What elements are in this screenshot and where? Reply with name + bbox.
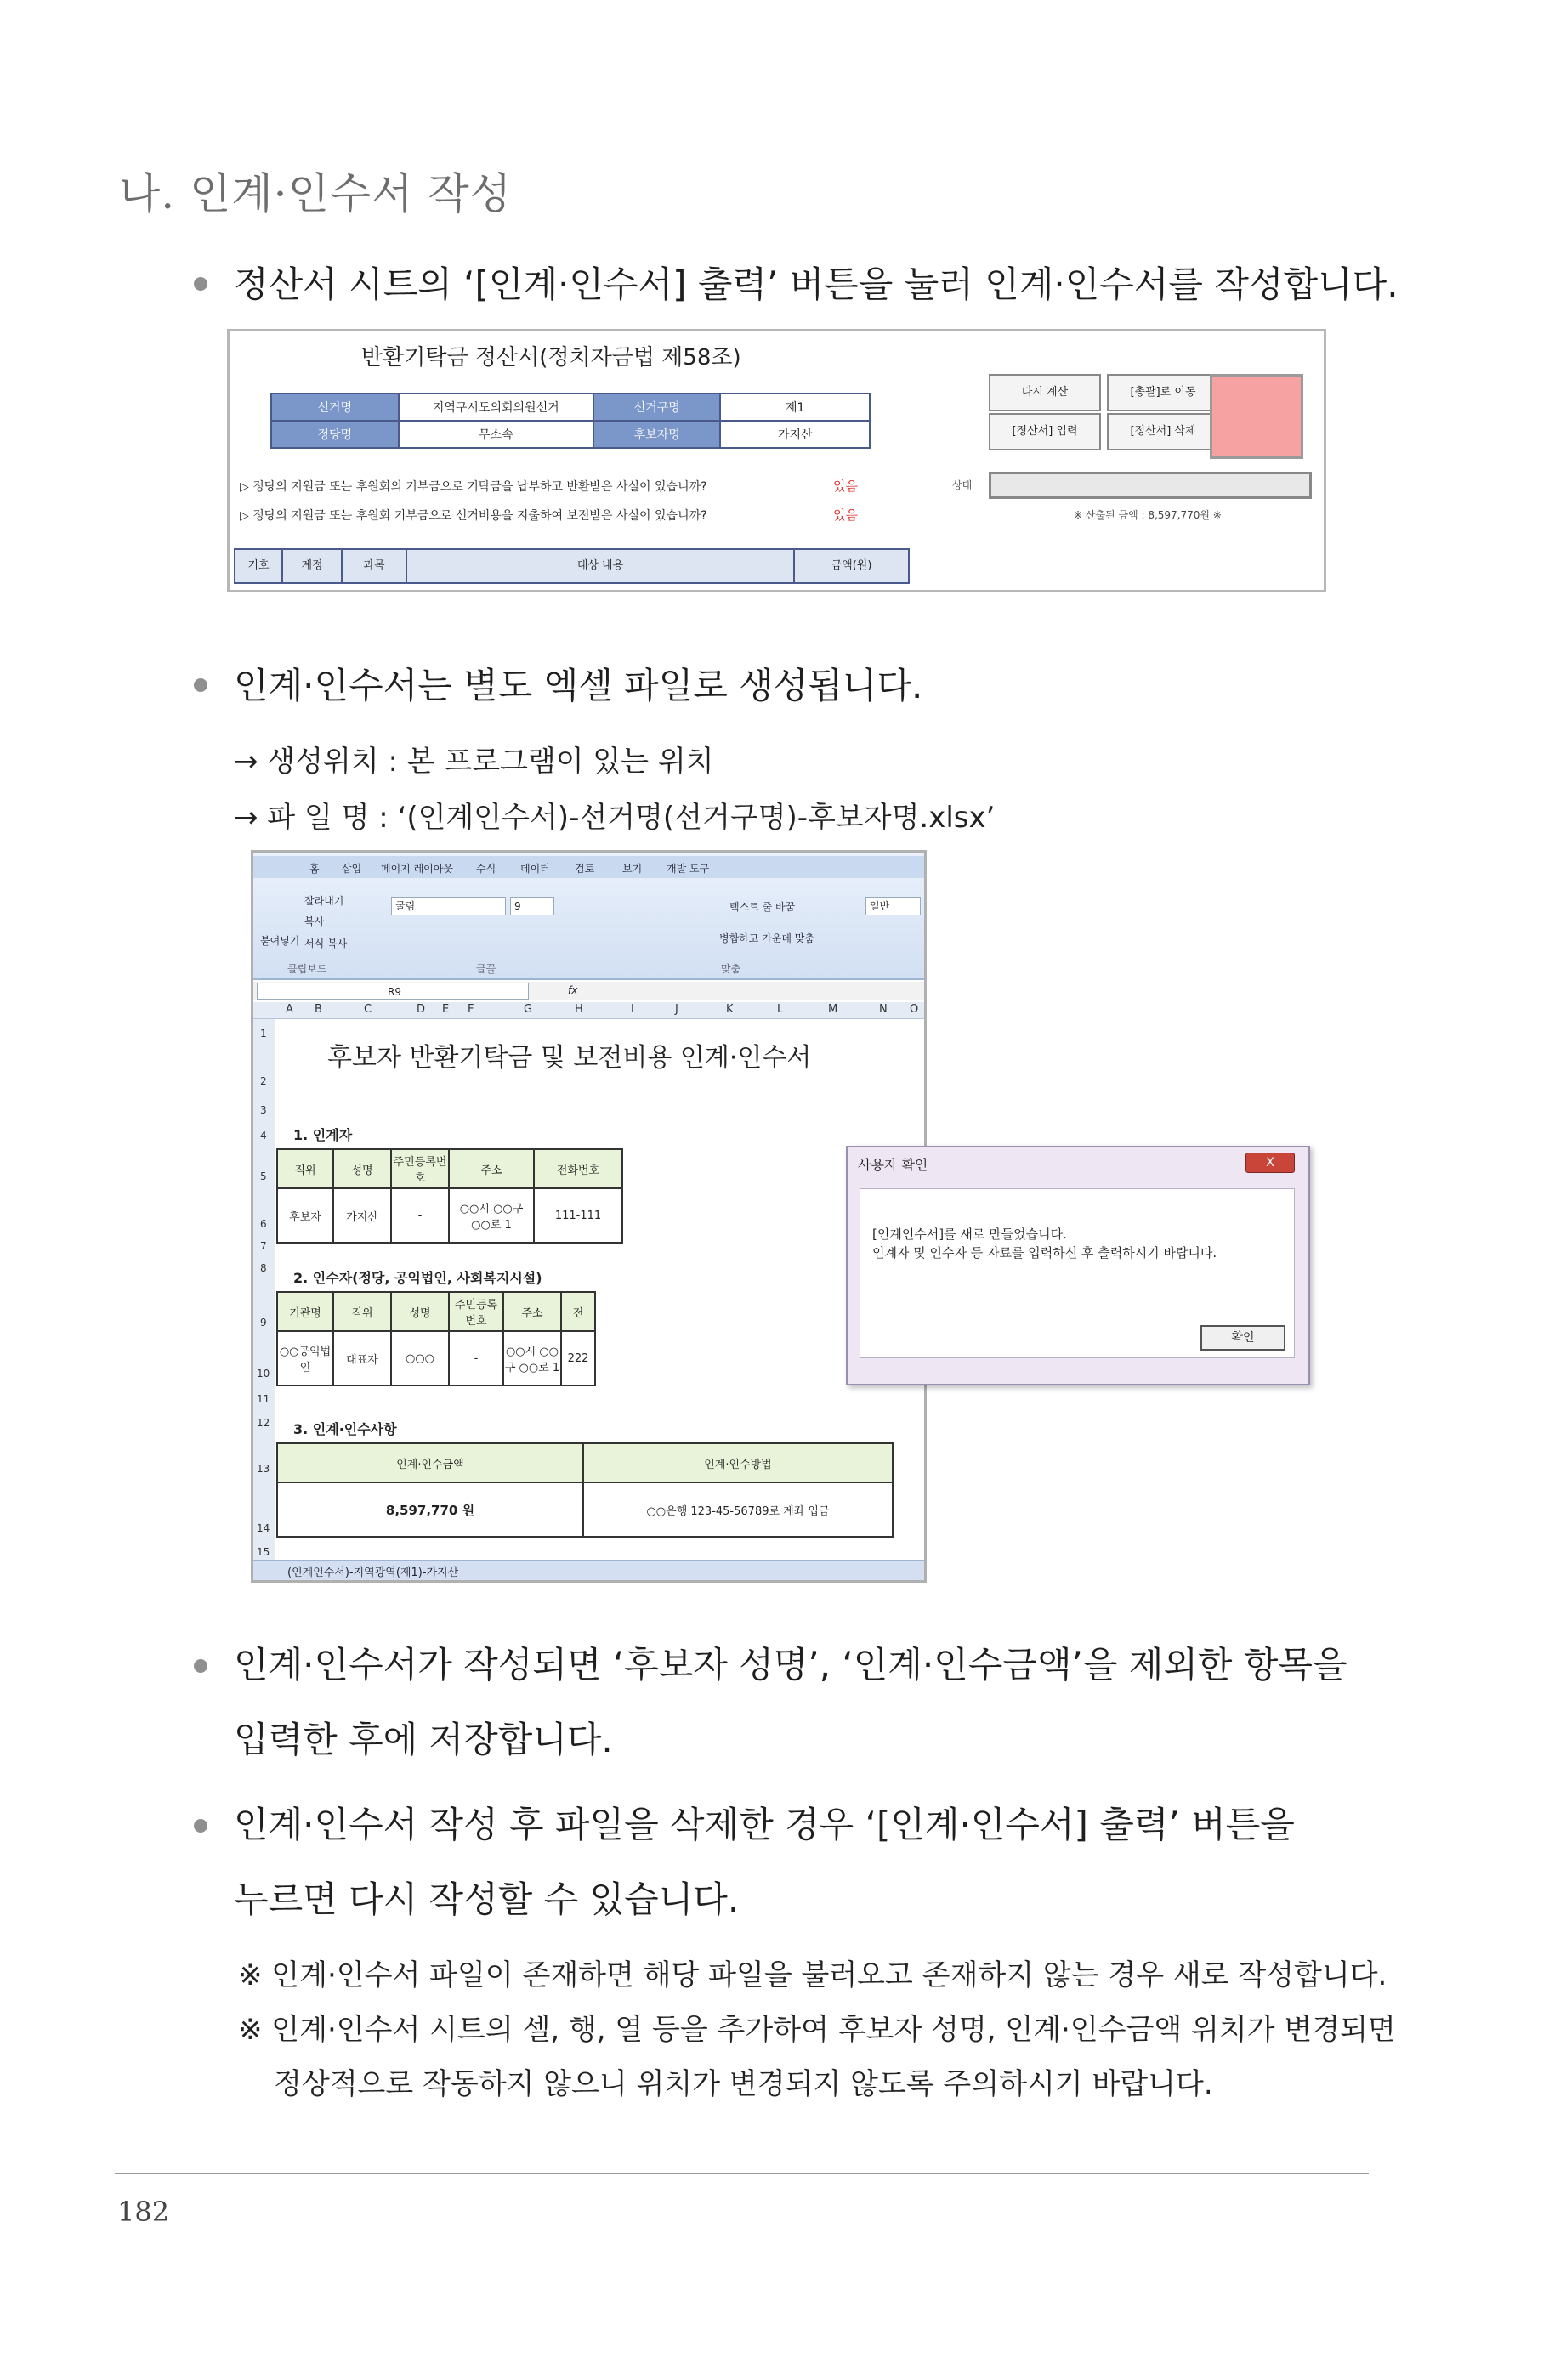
format-painter-button[interactable]: 서식 복사 xyxy=(304,938,348,949)
cell: 전화번호 xyxy=(534,1149,622,1188)
section-title: 나. 인계·인수서 작성 xyxy=(119,169,512,218)
receiver-table xyxy=(276,1291,596,1386)
go-summary-button[interactable]: [총괄]로 이동 xyxy=(1107,374,1219,411)
cell: 주소 xyxy=(503,1292,561,1331)
cell: 지역구시도의회의원선거 xyxy=(399,394,593,421)
bullet-text-cont: 누르면 다시 작성할 수 있습니다. xyxy=(234,1878,740,1920)
bullet-dot xyxy=(194,1819,207,1833)
row-headers xyxy=(253,1019,275,1560)
election-info-table xyxy=(270,393,871,449)
footer-divider xyxy=(115,2173,1369,2174)
column-header[interactable]: O xyxy=(910,1003,919,1016)
bullet-dot xyxy=(194,678,207,692)
handover-method-cell[interactable]: ○○은행 123-45-56789로 계좌 입금 xyxy=(583,1482,893,1537)
column-header[interactable]: I xyxy=(631,1003,634,1016)
tab-insert[interactable]: 삽입 xyxy=(342,863,362,875)
cell: 직위 xyxy=(333,1292,391,1331)
header-cell: 대상 내용 xyxy=(407,550,795,582)
column-header[interactable]: C xyxy=(364,1003,372,1016)
cell[interactable]: 대표자 xyxy=(333,1331,391,1386)
column-header[interactable]: G xyxy=(524,1003,533,1016)
group-alignment: 맞춤 xyxy=(721,963,741,975)
settlement-title: 반환기탁금 정산서(정치자금법 제58조) xyxy=(361,345,741,371)
handover-items-table xyxy=(276,1442,894,1538)
row-header[interactable]: 7 xyxy=(260,1240,267,1252)
cell[interactable]: 가지산 xyxy=(333,1188,391,1243)
cell: 기관명 xyxy=(277,1292,333,1331)
section-handover-items: 3. 인계·인수사항 xyxy=(293,1421,397,1437)
row-header[interactable]: 5 xyxy=(260,1170,267,1182)
cell: 가지산 xyxy=(720,421,870,448)
cell: 성명 xyxy=(333,1149,391,1188)
amount-note: ※ 산출된 금액 : 8,597,770원 ※ xyxy=(1074,509,1222,521)
settlement-sheet-figure xyxy=(227,329,1326,592)
excel-window-figure xyxy=(251,850,927,1583)
row-header[interactable]: 13 xyxy=(257,1463,270,1475)
cell[interactable]: ○○시 ○○구 ○○로 1 xyxy=(503,1331,561,1386)
cut-button[interactable]: 잘라내기 xyxy=(304,895,344,907)
cell: 성명 xyxy=(391,1292,449,1331)
cell: 주민등록번호 xyxy=(449,1292,503,1331)
user-confirm-dialog xyxy=(846,1146,1310,1386)
ribbon-tabs xyxy=(253,856,924,878)
cell: 선거구명 xyxy=(593,394,721,421)
row-header[interactable]: 14 xyxy=(257,1522,270,1534)
row-header[interactable]: 8 xyxy=(260,1262,267,1274)
column-header[interactable]: H xyxy=(575,1003,583,1016)
page-number: 182 xyxy=(117,2196,170,2228)
question-1: ▷ 정당의 지원금 또는 후원회의 기부금으로 기탁금을 납부하고 반환받은 사실이 있습니까? xyxy=(240,480,707,494)
section-handover-receiver: 2. 인수자(정당, 공익법인, 사회복지시설) xyxy=(293,1270,542,1286)
formula-bar xyxy=(253,982,924,1000)
question-2: ▷ 정당의 지원금 또는 후원회 기부금으로 선거비용을 지출하여 보전받은 사실이 있습니까? xyxy=(240,509,707,523)
row-header[interactable]: 12 xyxy=(257,1417,270,1429)
row-header[interactable]: 4 xyxy=(260,1130,267,1142)
column-header[interactable]: D xyxy=(417,1003,426,1016)
tab-page-layout[interactable]: 페이지 레이아웃 xyxy=(381,863,453,875)
column-header[interactable]: L xyxy=(777,1003,784,1016)
header-cell: 계정 xyxy=(283,550,343,582)
name-box[interactable]: R9 xyxy=(257,983,529,1000)
bullet-text: 인계·인수서는 별도 엑셀 파일로 생성됩니다. xyxy=(234,665,923,706)
giver-table xyxy=(276,1148,623,1244)
font-size-select[interactable]: 9 xyxy=(510,897,554,915)
bullet-text: 인계·인수서가 작성되면 ‘후보자 성명’, ‘인계·인수금액’을 제외한 항목을 xyxy=(234,1644,1348,1686)
dialog-message-line: [인계인수서]를 새로 만들었습니다. xyxy=(872,1227,1067,1242)
column-header[interactable]: F xyxy=(468,1003,474,1016)
number-format-select[interactable]: 일반 xyxy=(865,897,921,915)
row-header[interactable]: 10 xyxy=(257,1368,270,1380)
cell[interactable]: 후보자 xyxy=(277,1188,333,1243)
recalculate-button[interactable]: 다시 계산 xyxy=(989,374,1101,411)
tab-formulas[interactable]: 수식 xyxy=(476,863,496,875)
cell: 정당명 xyxy=(271,421,399,448)
row-header[interactable]: 9 xyxy=(260,1317,267,1329)
header-cell: 과목 xyxy=(343,550,407,582)
bullet-dot xyxy=(194,277,207,291)
tab-developer[interactable]: 개발 도구 xyxy=(667,863,710,875)
group-font: 글꼴 xyxy=(476,963,496,975)
bullet-dot xyxy=(194,1659,207,1673)
input-settlement-button[interactable]: [정산서] 입력 xyxy=(989,413,1101,450)
group-clipboard: 클립보드 xyxy=(287,963,327,975)
column-headers xyxy=(253,1002,924,1019)
tab-data[interactable]: 데이터 xyxy=(520,863,550,875)
sheet-tab[interactable]: (인계인수서)-지역광역(제1)-가지산 xyxy=(287,1567,459,1579)
location-line: → 생성위치 : 본 프로그램이 있는 위치 xyxy=(234,745,714,779)
column-header[interactable]: J xyxy=(675,1003,678,1016)
note-line: ※ 인계·인수서 파일이 존재하면 해당 파일을 불러오고 존재하지 않는 경우 새로 작성합니다. xyxy=(238,1958,1387,1992)
copy-button[interactable]: 복사 xyxy=(304,915,325,927)
sheet-tab-bar xyxy=(253,1560,924,1580)
cell[interactable]: 222 xyxy=(561,1331,595,1386)
row-header[interactable]: 1 xyxy=(260,1028,267,1040)
cell[interactable]: ○○○ xyxy=(391,1331,449,1386)
note-line-cont: 정상적으로 작동하지 않으니 위치가 변경되지 않도록 주의하시기 바랍니다. xyxy=(274,2067,1213,2101)
close-icon[interactable]: X xyxy=(1245,1153,1295,1173)
row-header[interactable]: 15 xyxy=(257,1546,270,1558)
paste-button[interactable]: 붙여넣기 xyxy=(260,935,300,947)
cell[interactable]: - xyxy=(449,1331,503,1386)
font-name-select[interactable]: 굴림 xyxy=(391,897,506,915)
cell: 인계·인수방법 xyxy=(583,1443,893,1482)
header-cell: 기호 xyxy=(235,550,283,582)
state-label: 상태 xyxy=(952,479,973,491)
ribbon xyxy=(253,853,924,980)
column-header[interactable]: K xyxy=(726,1003,734,1016)
answer-2[interactable]: 있음 xyxy=(833,507,858,523)
dialog-body xyxy=(860,1188,1295,1358)
handover-doc-title: 후보자 반환기탁금 및 보전비용 인계·인수서 xyxy=(327,1043,812,1073)
cell[interactable]: - xyxy=(391,1188,449,1243)
filename-line: → 파 일 명 : ‘(인계인수서)-선거명(선거구명)-후보자명.xlsx’ xyxy=(234,801,996,835)
bullet-text: 정산서 시트의 ‘[인계·인수서] 출력’ 버튼을 눌러 인계·인수서를 작성합니다. xyxy=(234,264,1399,305)
column-header[interactable]: M xyxy=(828,1003,838,1016)
dialog-message xyxy=(872,1225,1217,1262)
tab-home[interactable]: 홈 xyxy=(309,863,320,875)
row-header[interactable]: 2 xyxy=(260,1075,267,1087)
wrap-text-button[interactable]: 텍스트 줄 바꿈 xyxy=(729,901,796,913)
header-cell: 금액(원) xyxy=(831,559,872,572)
column-header[interactable]: B xyxy=(315,1003,322,1016)
cell: 인계·인수금액 xyxy=(277,1443,583,1482)
handover-output-button[interactable] xyxy=(1210,374,1303,459)
tab-view[interactable]: 보기 xyxy=(622,863,643,875)
worksheet xyxy=(276,1019,924,1560)
tab-review[interactable]: 검토 xyxy=(575,863,595,875)
bullet-text-cont: 입력한 후에 저장합니다. xyxy=(234,1719,613,1760)
cell: 전 xyxy=(561,1292,595,1331)
merge-center-button[interactable]: 병합하고 가운데 맞춤 xyxy=(719,932,814,944)
column-header[interactable]: A xyxy=(286,1003,293,1016)
cell: 후보자명 xyxy=(593,421,721,448)
cell: 주민등록번호 xyxy=(391,1149,449,1188)
delete-settlement-button[interactable]: [정산서] 삭제 xyxy=(1107,413,1219,450)
cell: 제1 xyxy=(720,394,870,421)
fx-icon[interactable]: fx xyxy=(568,984,578,996)
handover-amount-cell[interactable]: 8,597,770 원 xyxy=(277,1482,583,1537)
column-header[interactable]: E xyxy=(442,1003,450,1016)
cell: 선거명 xyxy=(271,394,399,421)
state-box xyxy=(989,472,1312,499)
answer-1[interactable]: 있음 xyxy=(833,479,858,494)
ok-button[interactable]: 확인 xyxy=(1200,1325,1285,1351)
row-header[interactable]: 3 xyxy=(260,1104,267,1116)
cell: 무소속 xyxy=(399,421,593,448)
row-header[interactable]: 11 xyxy=(257,1393,270,1405)
cell[interactable]: ○○공익법인 xyxy=(277,1331,333,1386)
items-header-row xyxy=(234,548,910,584)
dialog-title: 사용자 확인 xyxy=(858,1157,928,1173)
row-header[interactable]: 6 xyxy=(260,1218,267,1230)
note-line: ※ 인계·인수서 시트의 셀, 행, 열 등을 추가하여 후보자 성명, 인계·인수금액 위치가 변경되면 xyxy=(238,2013,1396,2047)
section-handover-giver: 1. 인계자 xyxy=(293,1127,353,1143)
column-header[interactable]: N xyxy=(879,1003,888,1016)
cell: 주소 xyxy=(449,1149,534,1188)
cell: 직위 xyxy=(277,1149,333,1188)
bullet-text: 인계·인수서 작성 후 파일을 삭제한 경우 ‘[인계·인수서] 출력’ 버튼을 xyxy=(234,1804,1295,1845)
dialog-message-line: 인계자 및 인수자 등 자료를 입력하신 후 출력하시기 바랍니다. xyxy=(872,1245,1217,1261)
cell[interactable]: 111-111 xyxy=(534,1188,622,1243)
cell[interactable]: ○○시 ○○구 ○○로 1 xyxy=(449,1188,534,1243)
